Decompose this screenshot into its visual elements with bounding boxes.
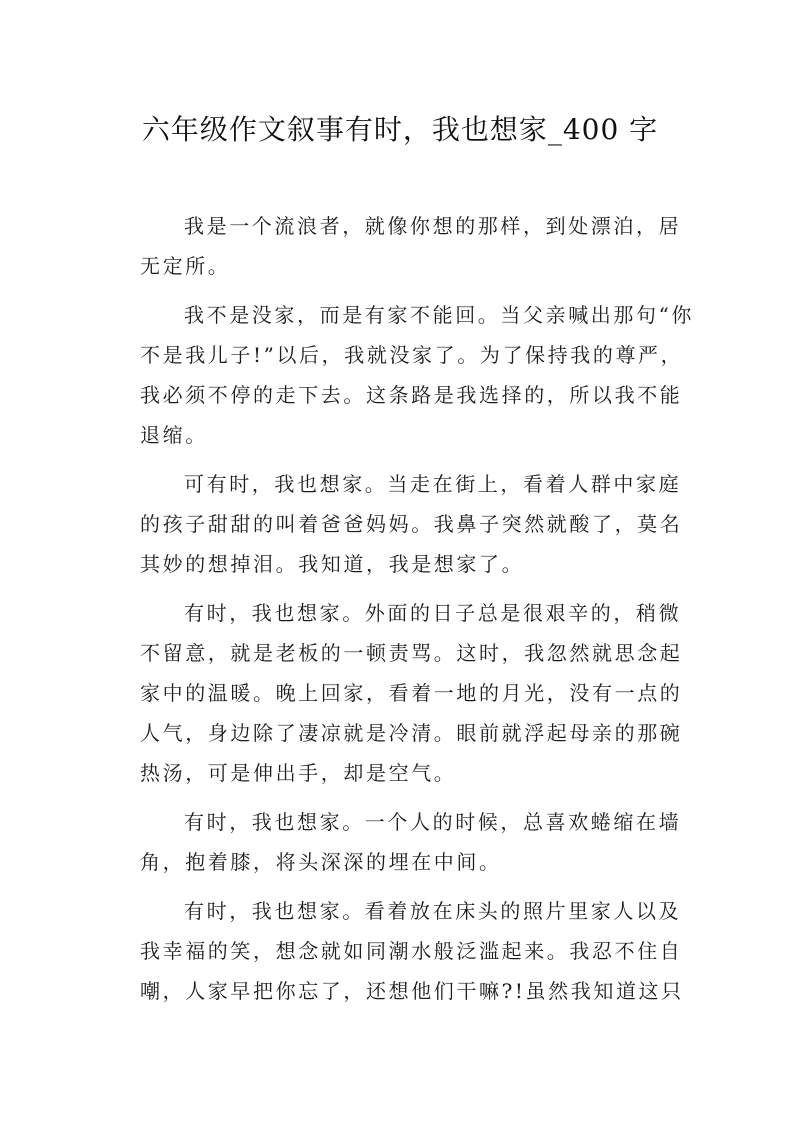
paragraph-line: 有时，我也想家。外面的日子总是很艰辛的，稍微: [184, 601, 682, 625]
article-body: [140, 206, 695, 1011]
paragraph-line: 我不是没家，而是有家不能回。当父亲喊出那句“你: [184, 303, 695, 327]
paragraph-line: 热汤，可是伸出手，却是空气。: [140, 761, 457, 785]
paragraph-5: [140, 802, 682, 882]
paragraph-line: 有时，我也想家。看着放在床头的照片里家人以及: [184, 899, 682, 923]
paragraph-line: 人气，身边除了凄凉就是冷清。眼前就浮起母亲的那碗: [140, 721, 683, 745]
paragraph-line: 我幸福的笑，想念就如同潮水般泛滥起来。我忍不住自: [140, 939, 683, 963]
paragraph-2: [140, 295, 695, 455]
paragraph-line: 家中的温暖。晚上回家，看着一地的月光，没有一点的: [140, 681, 683, 705]
paragraph-line: 不是我儿子!”以后，我就没家了。为了保持我的尊严，: [140, 343, 684, 367]
paragraph-line: 我必须不停的走下去。这条路是我选择的，所以我不能: [140, 383, 683, 407]
paragraph-line: 角，抱着膝，将头深深的埋在中间。: [140, 850, 502, 874]
paragraph-line: 我是一个流浪者，就像你想的那样，到处漂泊，居: [184, 214, 682, 238]
paragraph-line: 嘲，人家早把你忘了，还想他们干嘛?!虽然我知道这只: [140, 979, 684, 1003]
paragraph-line: 不留意，就是老板的一顿责骂。这时，我忽然就思念起: [140, 641, 683, 665]
paragraph-6: [140, 891, 684, 1011]
paragraph-line: 其妙的想掉泪。我知道，我是想家了。: [140, 552, 525, 576]
paragraph-line: 退缩。: [140, 423, 208, 447]
paragraph-4: [140, 593, 683, 793]
page-title: 六年级作文叙事有时，我也想家_400 字: [141, 113, 659, 146]
paragraph-line: 有时，我也想家。一个人的时候，总喜欢蜷缩在墙: [184, 810, 682, 834]
paragraph-1: [140, 206, 682, 286]
paragraph-line: 无定所。: [140, 254, 231, 278]
paragraph-line: 可有时，我也想家。当走在街上，看着人群中家庭: [184, 472, 682, 496]
paragraph-3: [140, 464, 683, 584]
paragraph-line: 的孩子甜甜的叫着爸爸妈妈。我鼻子突然就酸了，莫名: [140, 512, 683, 536]
